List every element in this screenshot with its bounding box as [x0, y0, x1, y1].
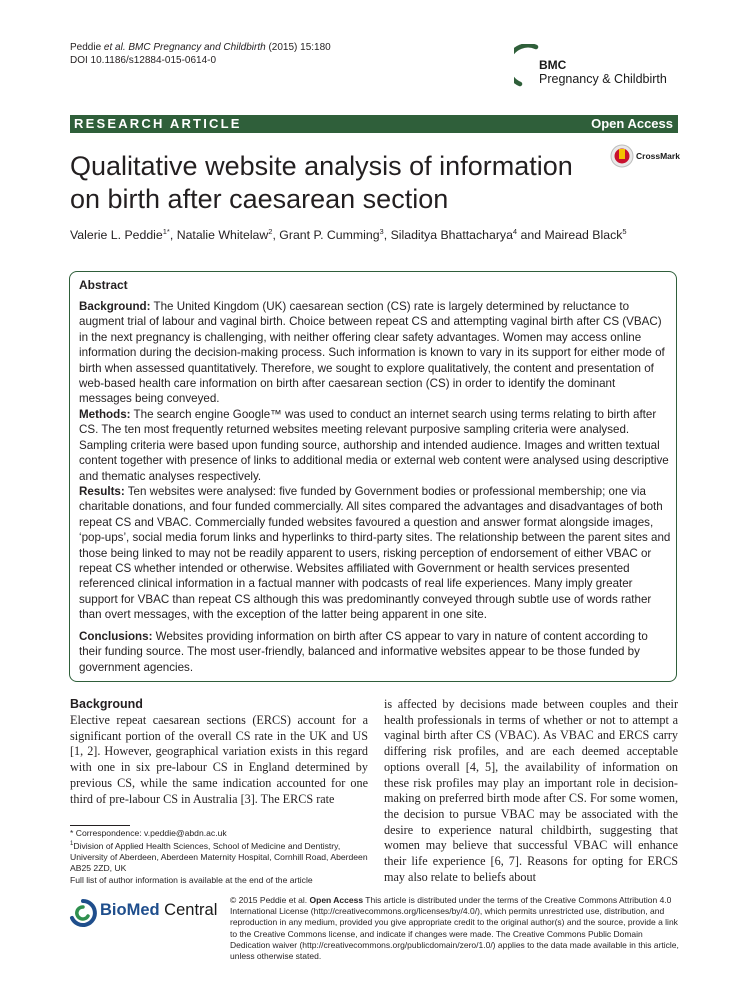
- citation-volume: (2015) 15:180: [265, 42, 331, 53]
- article-type-label: RESEARCH ARTICLE: [74, 116, 242, 131]
- crossmark-label: CrossMark: [636, 151, 680, 161]
- author[interactable]: Siladitya Bhattacharya$^4$: [390, 227, 518, 243]
- abstract-section-text: Ten websites were analysed: five funded by Government bodies or professional membership; one via charitable donations, and four funded commercially. All sites compared the advantages and disadvantages of both repeat CS and VBAC. Commercially funded websites favoured a question and answer format alongside images, ‘pop-ups’, social media forum links and hyperlinks to third-party sites. The relationship between the parent sites and those being linked to may not be readily apparent to users, risking perception of endorsement of either VBAC or repeat CS whether intended or otherwise. Websites affiliated with Government or health services presented referenced clinical information in a factual manner with podcasts of real life experiences. Many imply greater support for VBAC than repeat CS although this was predominantly conveyed through subtle use of words rather than overt messages, with the exception of the latter being apparent in one site.: [79, 485, 671, 622]
- abstract-section-text: The United Kingdom (UK) caesarean section (CS) rate is largely determined by reluctance to augment trial of labour and vaginal birth. Choice between repeat CS and attempting vaginal birth after CS (VBAC) in the next pregnancy is challenging, with neither offering clear safety advantages. Women may access online information during the decision-making process. Such information is known to vary in its support for either mode of birth when assessed quantitatively. Therefore, we sought to explore qualitatively, the content and presentation of web-based health care information on birth after caesarean section (CS) in order to identify the dominant messages being conveyed.: [79, 300, 665, 406]
- journal-logo: [514, 44, 684, 90]
- license-statement: © 2015 Peddie et al. Open Access This article is distributed under the terms of the Creative Commons Attribution 4.0 International License (http://creativecommons.org/licenses/by/4.0/), which permits unrestricted use, distribution, and reproduction in any medium, provided you give appropriate credit to the original author(s) and the source, provide a link to the Creative Commons license, and indicate if changes were made. The Creative Commons Public Domain Dedication waiver (http://creativecommons.org/publicdomain/zero/1.0/) applies to the data made available in this article, unless otherwise stated.: [230, 895, 679, 962]
- author-separator: and: [517, 228, 545, 243]
- footnotes: [70, 828, 370, 886]
- crossmark-icon: [610, 144, 634, 168]
- abstract-section-label: Background:: [79, 300, 151, 313]
- author[interactable]: Valerie L. Peddie$^{1*}$: [70, 227, 170, 243]
- citation-author: Peddie: [70, 42, 104, 53]
- citation-line: [70, 41, 331, 54]
- footnote-divider: [70, 825, 130, 826]
- journal-logo-name: Pregnancy & Childbirth: [539, 72, 667, 86]
- journal-logo-brand: BMC: [539, 58, 567, 72]
- author-info-note: Full list of author information is available at the end of the article: [70, 874, 313, 885]
- article-type-banner: [70, 115, 678, 133]
- correspondence[interactable]: * Correspondence: v.peddie@abdn.ac.uk: [70, 828, 227, 838]
- title-line: Qualitative website analysis of information: [70, 151, 573, 181]
- abstract-heading: Abstract: [79, 278, 128, 292]
- abstract-section-text: Websites providing information on birth after CS appear to vary in nature of content according to their funding source. The most user-friendly, balanced and informative websites appear to be those funded by government agencies.: [79, 630, 648, 674]
- body-column-right: is affected by decisions made between couples and their health professionals in terms of whether or not to attempt a vaginal birth after CS (VBAC). As VBAC and ERCS carry differing risk profiles, and are each deemed acceptable options overall [4, 5], the availability of information on these risk profiles may play an important role in decision-making on preferred birth mode after CS. For some women, the decision to pursue VBAC may be associated with the desire to experience natural childbirth, suggesting that women may believe that successful VBAC will enhance their life experience [6, 7]. Reasons for opting for ERCS may also relate to beliefs about: [384, 697, 678, 884]
- section-heading: Background: [70, 697, 143, 711]
- abstract-results: [79, 484, 671, 623]
- author-separator: ,: [169, 228, 177, 243]
- journal-logo-arc-icon: [514, 44, 540, 90]
- biomed-central-wordmark: BioMed Central: [100, 901, 218, 919]
- abstract-methods: [79, 407, 671, 484]
- author-separator: ,: [383, 228, 391, 243]
- citation-etal: et al.: [103, 42, 126, 53]
- license-open-access: Open Access: [309, 895, 364, 905]
- citation-journal: BMC Pregnancy and Childbirth: [125, 42, 266, 53]
- abstract-section-label: Conclusions:: [79, 630, 153, 643]
- abstract-conclusions: [79, 629, 671, 675]
- abstract-section-label: Methods:: [79, 408, 131, 421]
- crossmark-badge[interactable]: [610, 144, 690, 168]
- article-title: [70, 150, 610, 216]
- abstract-section-label: Results:: [79, 485, 125, 498]
- abstract-section-text: The search engine Google™ was used to conduct an internet search using terms relating to birth after CS. The ten most frequently returned websites meeting relevant purposive sampling criteria were analysed. Sampling criteria were based upon funding source, authorship and intended audience. Images and written textual content together with presence of links to additional media or external web content were analysed using descriptive and thematic analyses respectively.: [79, 408, 669, 483]
- body-column-left: Elective repeat caesarean sections (ERCS) account for a significant portion of the overall CS rate in the UK and US [1, 2]. However, geographical variation exists in this regard with one in six pre-labour CS in England determined by previous CS, while the same indication accounted for one third of pre-labour CS in Australia [3]. The ERCS rate: [70, 713, 368, 806]
- biomed-central-logo: [68, 898, 218, 928]
- author-separator: ,: [272, 228, 280, 243]
- author[interactable]: Mairead Black$^5$: [544, 227, 627, 243]
- doi: DOI 10.1186/s12884-015-0614-0: [70, 55, 217, 66]
- author-list: [70, 227, 627, 242]
- author[interactable]: Natalie Whitelaw$^2$: [176, 227, 273, 243]
- title-line: on birth after caesarean section: [70, 184, 449, 214]
- abstract-background: [79, 299, 671, 407]
- author[interactable]: Grant P. Cumming$^3$: [279, 227, 384, 243]
- biomed-central-swirl-icon: [68, 898, 98, 928]
- affiliation: $^1$Division of Applied Health Sciences, School of Medicine and Dentistry, University of Aberdeen, Aberdeen Maternity Hospital, Cornhill Road, Aberdeen AB25 2ZD, UK: [70, 841, 368, 874]
- citation: [70, 41, 331, 67]
- open-access-label: Open Access: [591, 116, 673, 131]
